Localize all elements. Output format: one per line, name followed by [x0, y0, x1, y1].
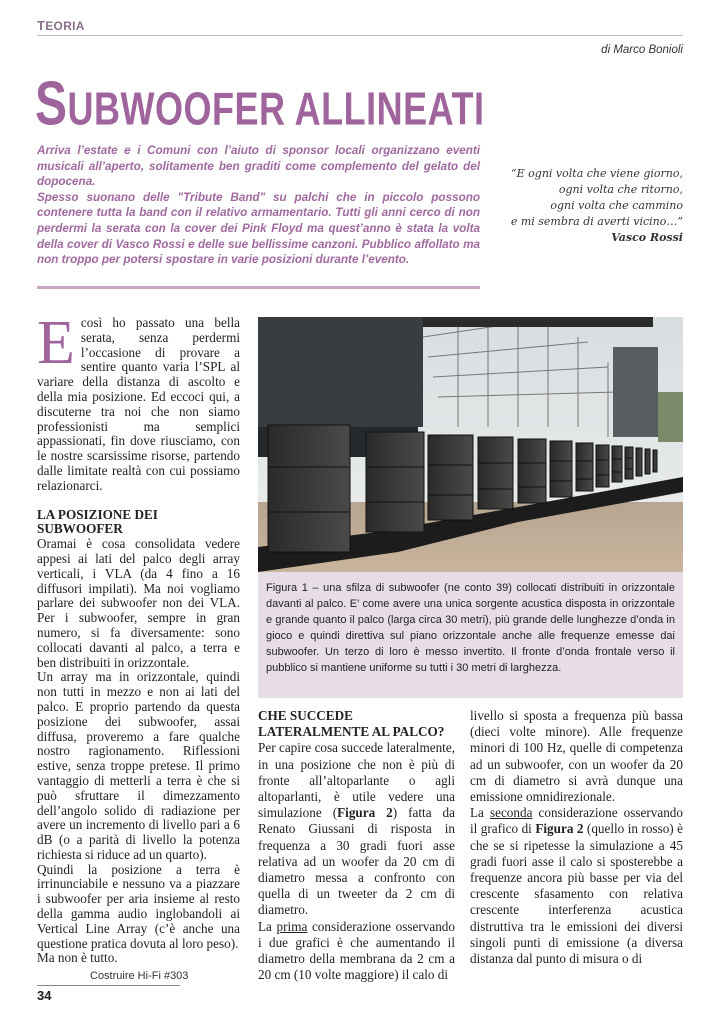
figure-1-photo — [258, 317, 683, 572]
text: considerazione osservando i due grafici è che aumentando il diametro della membrana da 2 cm a 20 cm (10 volte maggiore) il calo di — [258, 918, 455, 983]
paragraph: Un array ma in orizzontale, quindi non tutti in mezzo e non ai lati del palco. E proprio partendo da questa posizione dei subwoofer, assai diffusa, proveremo a fare qualche nostro ragionamento. Riflessioni estive, senza troppe pretese. Il primo vantaggio di metterli a terra è che si può sfruttare il dimezzamento dell’angolo solido di radiazione per avere un incremento di livello pari a 6 dB (o a parità di livello la potenza richiesta si riduce ad un quarto). — [37, 669, 240, 862]
article-title — [35, 70, 485, 139]
section-initial: T — [37, 18, 46, 33]
heading-line: LATERALMENTE AL PALCO? — [258, 724, 445, 740]
quote-line: ogni volta che cammino — [550, 199, 683, 212]
text: (quello in rosso) è che se si ripetesse la simulazione a 45 gradi fuori asse il calo si sposterebbe a frequenze ancora più basse per via del crescente sfasamento con relativa crescente interferenza acustica distruttiva tra le emissioni dei diversi singoli punti di emissione (a diversa distanza dal punto di misura o di — [470, 821, 683, 967]
section-rest: EORIA — [45, 19, 85, 33]
byline: di Marco Bonioli — [601, 44, 683, 56]
section-heading — [258, 708, 455, 740]
text: La — [470, 805, 490, 821]
title-initial: S — [35, 70, 68, 139]
paragraph-text: così ho passato una bella serata, senza perdermi l’occasione di provare a sentire quanto varia l’SPL al variare della distanza di ascolto e della mia posizione. Ed eccoci qui, a discuterne tra noi che non siamo professionisti ma semplici appassionati, fin dove riusciamo, con le nostre scarsissime risorse, partendo dalle limitate realtà con cui possiamo relazionarci. — [37, 315, 240, 493]
paragraph: Oramai è cosa consolidata vedere appesi ai lati del palco degli array verticali, i VLA (da 4 fino a 16 diffusori impilati). Ma noi vogliamo parlare dei subwoofer non dei VLA. Per i subwoofer, sempre in gran numero, si fa diversamente: sono collocati davanti al palco, a terra e ben distribuiti in orizzontale. — [37, 536, 240, 670]
intro-rule — [37, 286, 480, 289]
section-heading: LA POSIZIONE DEI SUBWOOFER — [37, 506, 158, 537]
paragraph: Ma non è tutto. — [37, 950, 118, 966]
paragraph — [37, 309, 240, 494]
column-2 — [258, 708, 455, 983]
text: considerazione osservando il grafico di — [470, 805, 683, 837]
text: La — [258, 918, 277, 934]
paragraph — [258, 919, 455, 984]
title-rest: UBWOOFER ALLINEATI — [67, 81, 485, 136]
intro-paragraph: Spesso suonano delle "Tribute Band" su palchi che in piccolo possono contenere tutta la band con il relativo armamentario. Tutti gli anni cerco di non perdermi la serata con la cover dei Pink Floyd ma quest’anno è stata la volta della cover di Vasco Rossi e delle sue bellissime canzoni. Pubblico affollato ma non troppo per potersi spostare in varie posizioni durante l’evento. — [37, 190, 480, 267]
figure-reference: Figura 2 — [337, 805, 393, 821]
paragraph — [470, 805, 683, 967]
paragraph — [258, 740, 455, 918]
drop-cap: E — [37, 309, 75, 377]
text: ) fatta da Renato Giussani di risposta in frequenza a 30 gradi fuori asse relativa ad un woofer da 20 cm di diametro messa a confronto con quella di un tweeter da 2 cm di diametro. — [258, 805, 455, 918]
article-intro — [37, 143, 480, 268]
pull-quote — [500, 166, 683, 246]
heading-line: CHE SUCCEDE — [258, 708, 353, 723]
emphasis: seconda — [489, 805, 533, 821]
emphasis: prima — [276, 918, 308, 934]
column-1 — [37, 309, 240, 966]
quote-line: e mi sembra di averti vicino…” — [510, 215, 683, 228]
text: Per capire cosa succede lateralmente, in una posizione che non è più di fronte all’altoparlante o agli altoparlanti, è utile vedere una simulazione ( — [258, 740, 455, 821]
magazine-issue: Costruire Hi-Fi #303 — [90, 970, 189, 982]
quote-line: ogni volta che ritorno, — [558, 183, 683, 196]
figure-1-caption: Figura 1 – una sfilza di subwoofer (ne conto 39) collocati distribuiti in orizzontale davanti al palco. E’ come avere una unica sorgente acustica disposta in orizzontale e grande quanto il palco (larga circa 30 metri), più grande delle lunghezze d’onda in gioco e quindi direttiva sul piano orizzontale anche alle frequenze emesse dai subwoofer. Un terzo di loro è messo invertito. Il fronte d’onda frontale verso il pubblico si mantiene uniforme su tutti i 30 metri di larghezza. — [258, 572, 683, 698]
figure-reference: Figura 2 — [535, 821, 584, 837]
paragraph: Quindi la posizione a terra è irrinunciabile e nessuno va a piazzare i subwoofer per aria insieme al resto della gamma audio inglobandoli ai Vertical Line Array (c’è anche una questione pratica dovuta al loro peso). — [37, 861, 240, 951]
intro-paragraph: Arriva l’estate e i Comuni con l’aiuto di sponsor locali organizzano eventi musicali all’aperto, solitamente ben graditi come complemento del gelato del dopocena. — [37, 144, 480, 189]
section-label — [37, 18, 85, 33]
column-3 — [470, 708, 683, 967]
paragraph: livello si sposta a frequenza più bassa (dieci volte minore). Alle frequenze minori di 100 Hz, quelle di competenza ad un subwoofer, con un woofer da 20 cm di diametro si avrà dunque una emissione omnidirezionale. — [470, 708, 683, 805]
quote-line: “E ogni volta che viene giorno, — [511, 167, 683, 180]
page-number: 34 — [37, 988, 52, 1003]
quote-author: Vasco Rossi — [611, 231, 683, 244]
header-rule — [37, 35, 683, 36]
footer-rule — [37, 985, 180, 986]
